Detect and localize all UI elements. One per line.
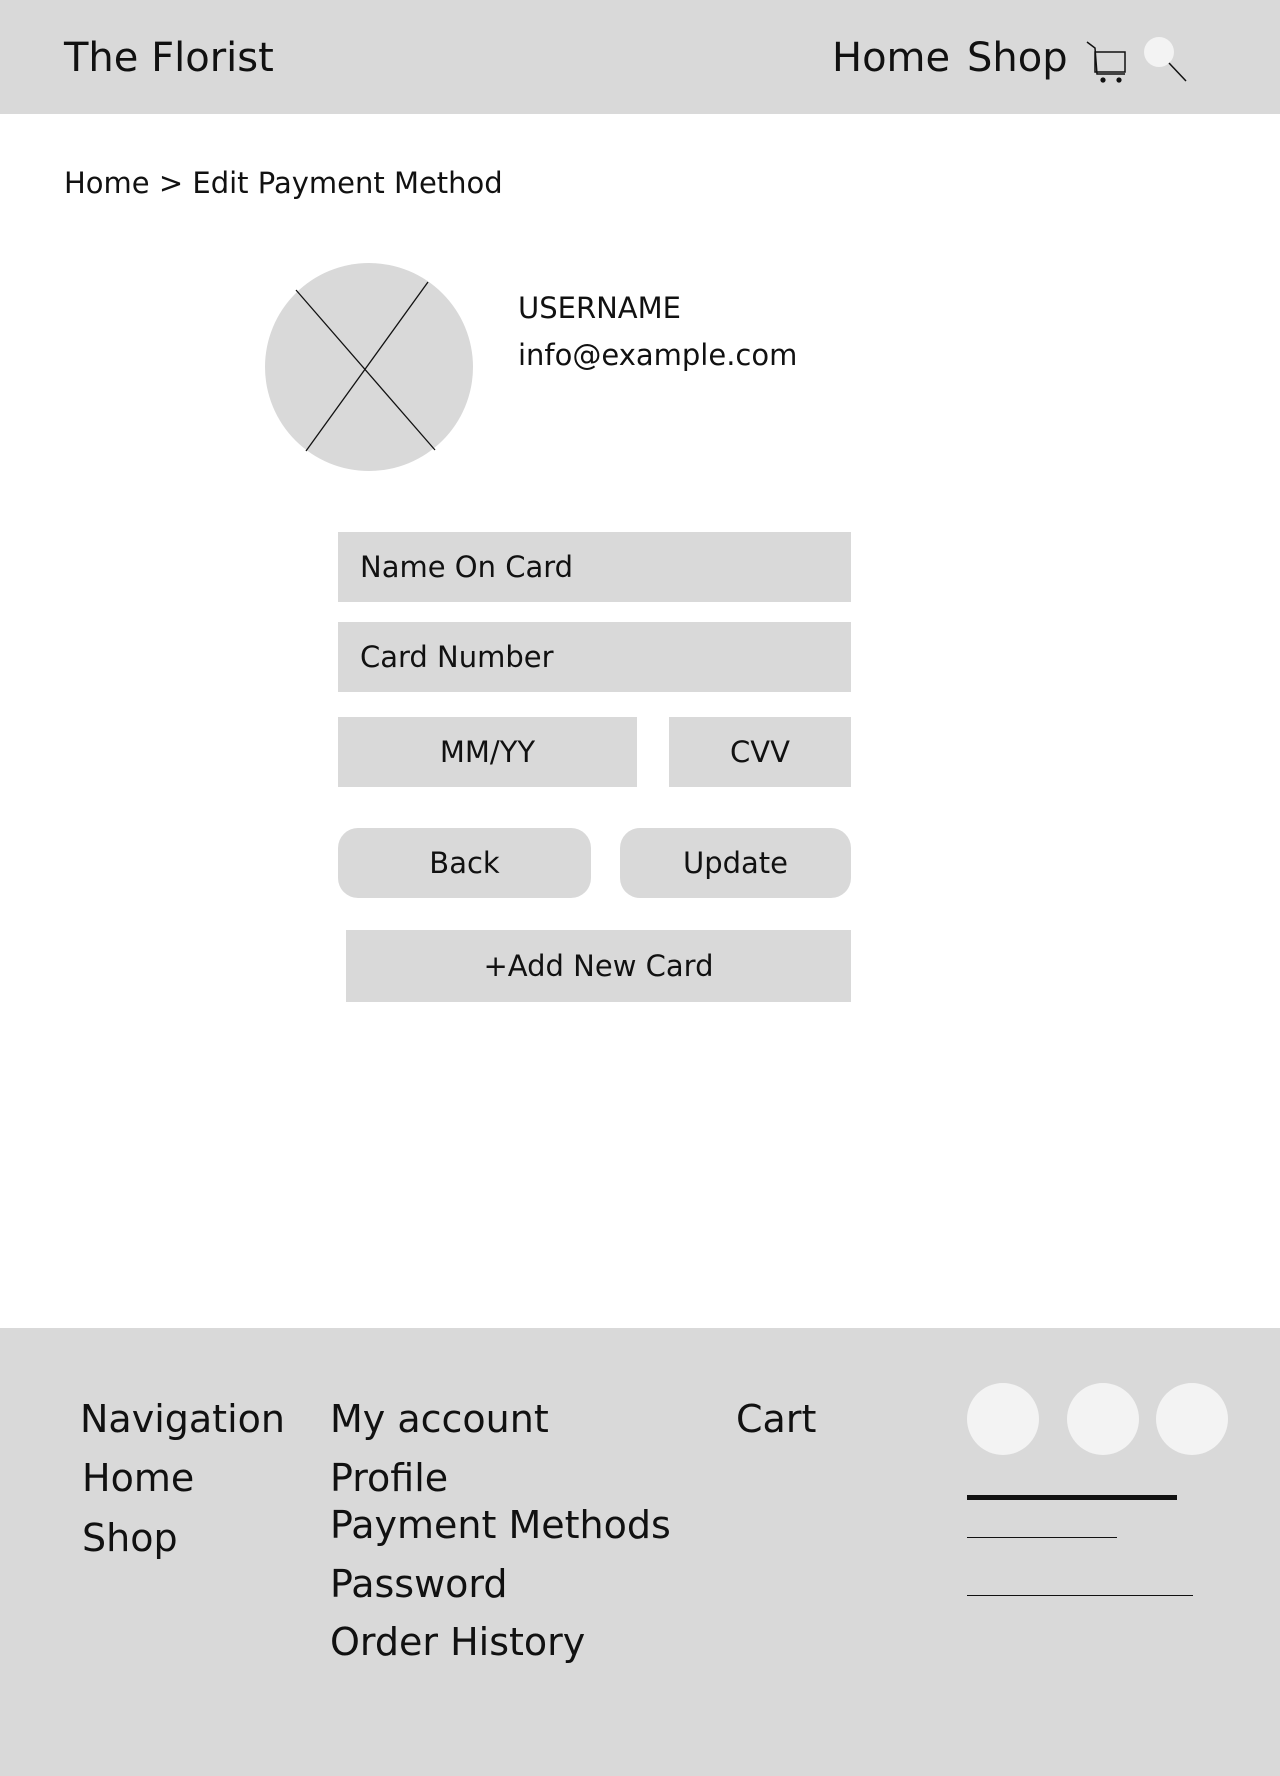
expiry-input[interactable]	[338, 717, 637, 787]
back-button[interactable]: Back	[338, 828, 591, 898]
profile-email: info@example.com	[518, 338, 798, 372]
breadcrumb-home-link[interactable]: Home	[64, 166, 150, 200]
footer-divider-thick	[967, 1495, 1177, 1500]
profile-username: USERNAME	[518, 291, 681, 325]
search-icon[interactable]	[1140, 34, 1190, 84]
footer-link-payment-methods[interactable]: Payment Methods	[330, 1503, 671, 1547]
footer-divider-short	[967, 1537, 1117, 1538]
social-icon-3[interactable]	[1156, 1383, 1228, 1455]
card-number-input[interactable]	[338, 622, 851, 692]
breadcrumb	[64, 165, 503, 201]
social-icon-1[interactable]	[967, 1383, 1039, 1455]
footer-link-shop[interactable]: Shop	[82, 1516, 178, 1560]
footer-cart-link[interactable]: Cart	[736, 1397, 817, 1441]
footer-link-home[interactable]: Home	[82, 1456, 195, 1500]
cart-icon[interactable]	[1085, 38, 1131, 84]
cvv-input[interactable]	[669, 717, 851, 787]
update-button[interactable]: Update	[620, 828, 851, 898]
footer-link-profile[interactable]: Profile	[330, 1456, 449, 1500]
footer-link-order-history[interactable]: Order History	[330, 1620, 586, 1664]
social-icon-2[interactable]	[1067, 1383, 1139, 1455]
avatar	[265, 263, 473, 471]
footer-divider-long	[967, 1595, 1193, 1596]
add-new-card-button[interactable]: +Add New Card	[346, 930, 851, 1002]
breadcrumb-current: Edit Payment Method	[192, 166, 503, 200]
footer-account-title: My account	[330, 1397, 549, 1441]
nav-shop-link[interactable]: Shop	[967, 35, 1068, 81]
footer-navigation-title: Navigation	[80, 1397, 285, 1441]
brand-logo[interactable]: The Florist	[64, 35, 274, 81]
breadcrumb-separator: >	[149, 166, 193, 200]
footer-link-password[interactable]: Password	[330, 1562, 508, 1606]
name-on-card-input[interactable]	[338, 532, 851, 602]
nav-home-link[interactable]: Home	[832, 35, 951, 81]
